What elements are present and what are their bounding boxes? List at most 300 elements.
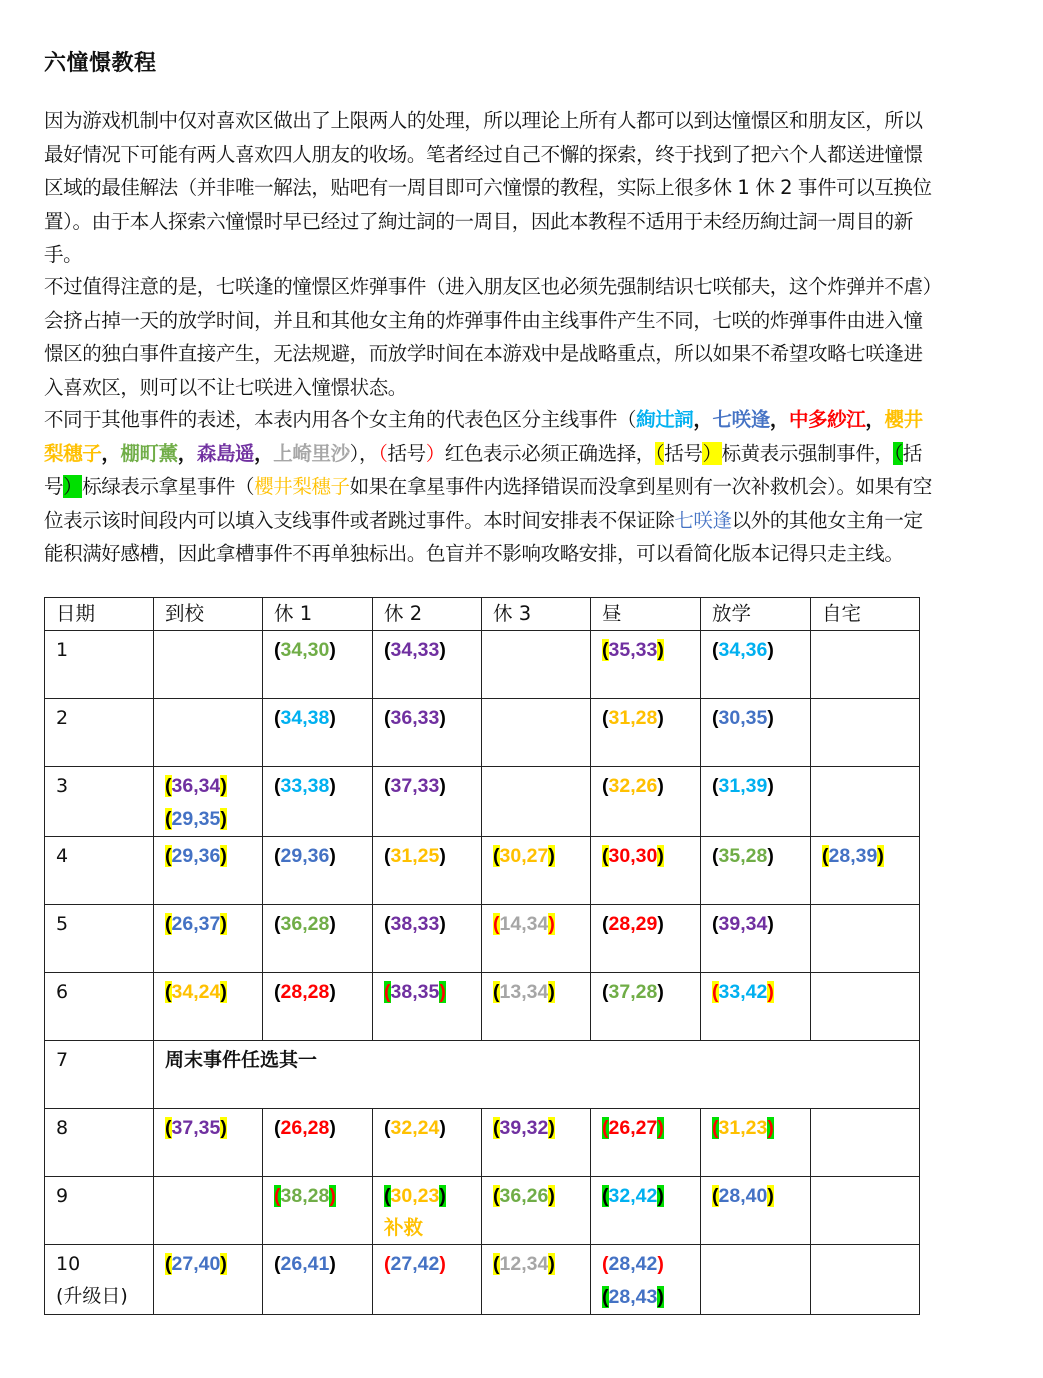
- event-cell: [811, 699, 920, 767]
- event-cell: [154, 767, 263, 837]
- paren-close: ): [439, 1253, 446, 1275]
- event-entry: [602, 840, 690, 873]
- event-entry: [165, 976, 252, 1009]
- day-number: 7: [56, 1049, 69, 1071]
- paren-open: (: [165, 775, 172, 797]
- event-cell: [373, 837, 482, 905]
- paren-open: (: [384, 1117, 391, 1139]
- day-cell: [45, 1041, 154, 1109]
- paren-close: ): [220, 775, 227, 797]
- event-cell: [154, 837, 263, 905]
- paren-close: ): [439, 775, 446, 797]
- event-cell: [482, 905, 591, 973]
- legend-green-word: 括号: [44, 441, 922, 498]
- paren-close: ): [657, 639, 664, 661]
- page-title: 六憧憬教程: [44, 51, 157, 76]
- paren-close: ): [657, 981, 664, 1003]
- paren-open: (: [712, 845, 719, 867]
- event-coords: 26,41: [280, 1253, 330, 1275]
- event-entry: [493, 840, 580, 873]
- event-cell: [482, 1177, 591, 1245]
- column-header: 日期: [45, 598, 154, 631]
- event-cell: [373, 905, 482, 973]
- event-cell: [373, 699, 482, 767]
- event-cell: [811, 837, 920, 905]
- event-entry: [274, 1180, 362, 1213]
- paren-open: (: [384, 775, 391, 797]
- event-coords: 33,42: [718, 981, 768, 1003]
- paren-open: (: [165, 913, 172, 935]
- event-coords: 27,40: [171, 1253, 221, 1275]
- event-cell: [154, 1245, 263, 1315]
- legend-red-paren-close: ）: [425, 441, 445, 465]
- paren-close: ): [329, 1185, 336, 1207]
- table-row: [45, 1245, 920, 1315]
- event-cell: [263, 699, 373, 767]
- event-cell: [263, 905, 373, 973]
- paren-close: ): [657, 913, 664, 935]
- event-coords: 12,34: [499, 1253, 549, 1275]
- day-number: 9: [56, 1185, 69, 1207]
- event-coords: 31,28: [608, 707, 658, 729]
- legend-red-word: 括号: [387, 441, 426, 465]
- event-coords: 34,30: [280, 639, 330, 661]
- paren-close: ): [329, 913, 336, 935]
- event-coords: 38,35: [390, 981, 440, 1003]
- legend-yellow-word: 括号: [664, 441, 703, 465]
- column-header: 昼: [591, 598, 701, 631]
- event-cell: [373, 631, 482, 699]
- event-entry: [384, 840, 471, 873]
- day-cell: [45, 1245, 154, 1315]
- legend-kamizaki: 上崎里沙: [273, 441, 350, 465]
- day-cell: [45, 631, 154, 699]
- legend-sakurai-inline: 櫻井梨穗子: [254, 475, 350, 498]
- table-row: [45, 905, 920, 973]
- event-coords: 36,26: [499, 1185, 549, 1207]
- event-cell: [701, 631, 811, 699]
- event-cell: [373, 1245, 482, 1315]
- legend-text: ），: [349, 441, 379, 465]
- paren-close: ): [548, 845, 555, 867]
- event-coords: 29,35: [171, 808, 221, 830]
- event-cell: [811, 905, 920, 973]
- event-entry: [384, 702, 471, 735]
- event-cell: [482, 973, 591, 1041]
- paren-close: ): [439, 639, 446, 661]
- event-cell: [373, 767, 482, 837]
- event-coords: 36,33: [390, 707, 440, 729]
- event-entry: [712, 840, 800, 873]
- event-entry: [165, 840, 252, 873]
- paren-close: ): [548, 1117, 555, 1139]
- event-entry: [165, 908, 252, 941]
- paren-close: ): [657, 1185, 664, 1207]
- legend-ayatsuji: 絢辻詞: [636, 408, 694, 431]
- day-cell: [45, 837, 154, 905]
- event-coords: 34,33: [390, 639, 440, 661]
- paren-open: (: [384, 845, 391, 867]
- legend-yellow-paren-close: ）: [702, 441, 722, 465]
- paren-close: ): [220, 808, 227, 830]
- event-coords: 28,43: [608, 1286, 658, 1308]
- paren-open: (: [384, 639, 391, 661]
- event-entry: [712, 1112, 800, 1145]
- event-cell: [701, 905, 811, 973]
- paren-open: (: [712, 775, 719, 797]
- event-coords: 39,32: [499, 1117, 549, 1139]
- paren-close: ): [220, 1117, 227, 1139]
- event-cell: [811, 767, 920, 837]
- event-cell: [811, 631, 920, 699]
- event-coords: 37,28: [608, 981, 658, 1003]
- paren-open: (: [384, 707, 391, 729]
- paren-open: (: [165, 1117, 172, 1139]
- event-cell: [373, 973, 482, 1041]
- event-entry: [712, 702, 800, 735]
- event-coords: 30,27: [499, 845, 549, 867]
- event-coords: 31,25: [390, 845, 440, 867]
- day-number: 8: [56, 1117, 69, 1139]
- event-cell: [263, 837, 373, 905]
- event-cell: [154, 905, 263, 973]
- event-cell: [701, 973, 811, 1041]
- paren-open: (: [274, 639, 281, 661]
- event-entry: [602, 1281, 690, 1314]
- intro-paragraph: 因为游戏机制中仅对喜欢区做出了上限两人的处理，所以理论上所有人都可以到达憧憬区和朋友区，所以最好情况下可能有两人喜欢四人朋友的收场。笔者经过自己不懈的探索，终于找到了把六个人都送进憧憬区域的最佳解法（并非唯一解法，贴吧有一周目即可六憧憬的教程，实际上很多休 1 休 2 事件可以互换位置）。由于本人探索六憧憬时早已经过了絢辻詞的一周目，因此本教程不适用于未经历絢辻詞一周目的新手。: [44, 109, 932, 266]
- paren-open: (: [602, 1185, 609, 1207]
- event-coords: 28,40: [718, 1185, 768, 1207]
- day-cell: [45, 767, 154, 837]
- day-number: 6: [56, 981, 69, 1003]
- event-entry: [493, 1248, 580, 1281]
- paren-open: (: [384, 1185, 391, 1207]
- event-cell: [482, 699, 591, 767]
- paren-open: (: [274, 913, 281, 935]
- day-sublabel: (升级日): [56, 1285, 128, 1307]
- event-entry: [822, 840, 909, 873]
- paren-open: (: [274, 981, 281, 1003]
- event-cell: [154, 699, 263, 767]
- event-entry: [165, 803, 252, 836]
- event-cell: [482, 837, 591, 905]
- legend-tanamachi: 棚町薰: [120, 441, 178, 465]
- paren-open: (: [602, 707, 609, 729]
- paren-close: ): [329, 1117, 336, 1139]
- paren-close: ): [657, 707, 664, 729]
- paren-open: (: [384, 981, 391, 1003]
- paren-open: (: [274, 1253, 281, 1275]
- day-cell: [45, 699, 154, 767]
- paren-close: ): [767, 913, 774, 935]
- paren-close: ): [877, 845, 884, 867]
- event-cell: [701, 767, 811, 837]
- paren-close: ): [329, 845, 336, 867]
- event-cell: [701, 699, 811, 767]
- paren-close: ): [767, 1117, 774, 1139]
- paren-close: ): [548, 1253, 555, 1275]
- event-coords: 27,42: [390, 1253, 440, 1275]
- legend-text: 标绿表示拿星事件（: [82, 475, 255, 498]
- table-row: [45, 1041, 920, 1109]
- event-entry: [274, 840, 362, 873]
- event-cell: [482, 631, 591, 699]
- event-cell: [263, 631, 373, 699]
- event-coords: 26,27: [608, 1117, 658, 1139]
- event-cell: [591, 1177, 701, 1245]
- event-entry: [493, 1112, 580, 1145]
- paren-close: ): [439, 1185, 446, 1207]
- event-cell: [373, 1177, 482, 1245]
- event-coords: 31,39: [718, 775, 768, 797]
- event-cell: [482, 767, 591, 837]
- event-coords: 29,36: [171, 845, 221, 867]
- event-entry: [165, 770, 252, 803]
- paren-open: (: [712, 707, 719, 729]
- paren-close: ): [329, 1253, 336, 1275]
- event-coords: 39,34: [718, 913, 768, 935]
- event-entry: [274, 908, 362, 941]
- event-cell: [154, 1109, 263, 1177]
- legend-morishima: 森島遥: [196, 441, 255, 465]
- event-cell: [701, 837, 811, 905]
- paren-open: (: [602, 775, 609, 797]
- legend-comma: ，: [177, 441, 197, 465]
- event-entry: [274, 1112, 362, 1145]
- event-cell: [154, 631, 263, 699]
- paren-close: ): [548, 981, 555, 1003]
- table-row: [45, 1177, 920, 1245]
- day-number: 1: [56, 639, 69, 661]
- event-coords: 37,35: [171, 1117, 221, 1139]
- day-cell: [45, 1177, 154, 1245]
- event-entry: [384, 770, 471, 803]
- day-number: 2: [56, 707, 69, 729]
- column-header: 放学: [701, 598, 811, 631]
- legend-text: 以外的其他女主角一定能积满好感槽，因此拿槽事件不再单独标出。色盲并不影响攻略安排，可以看简化版本记得只走主线。: [44, 508, 923, 565]
- event-cell: [263, 1109, 373, 1177]
- day-cell: [45, 973, 154, 1041]
- paren-open: (: [602, 639, 609, 661]
- event-entry: [602, 976, 690, 1009]
- event-cell: [811, 1109, 920, 1177]
- event-entry: [493, 908, 580, 941]
- table-row: [45, 631, 920, 699]
- event-coords: 38,33: [390, 913, 440, 935]
- legend-nanasaki-inline: 七咲逢: [674, 508, 732, 532]
- table-header-row: [45, 598, 920, 631]
- event-coords: 26,28: [280, 1117, 330, 1139]
- event-entry: [712, 1180, 800, 1213]
- column-header: 到校: [154, 598, 263, 631]
- event-entry: [712, 976, 800, 1009]
- paren-open: (: [602, 845, 609, 867]
- paren-open: (: [165, 981, 172, 1003]
- event-entry: [384, 976, 471, 1009]
- paren-open: (: [712, 981, 719, 1003]
- paren-close: ): [767, 639, 774, 661]
- event-coords: 28,39: [828, 845, 878, 867]
- rescue-note: 补救: [384, 1216, 424, 1239]
- event-coords: 28,28: [280, 981, 330, 1003]
- legend-text: 标黄表示强制事件，: [721, 441, 894, 465]
- paren-open: (: [274, 1185, 281, 1207]
- paren-close: ): [329, 707, 336, 729]
- legend-text: 如果在拿星事件内选择错误而没拿到星则有一次补救机会）。如果有空位表示该时间段内可以填入支线事件或者跳过事件。本时间安排表不保证除: [44, 475, 932, 532]
- paren-open: (: [822, 845, 829, 867]
- event-cell: [811, 973, 920, 1041]
- event-coords: 38,28: [280, 1185, 330, 1207]
- paren-open: (: [384, 1253, 391, 1275]
- event-entry: [384, 1180, 471, 1213]
- legend-nanasaki: 七咲逢: [712, 408, 770, 431]
- paren-close: ): [767, 707, 774, 729]
- paren-open: (: [712, 1185, 719, 1207]
- column-header: 休 3: [482, 598, 591, 631]
- paren-close: ): [220, 981, 227, 1003]
- paren-open: (: [712, 639, 719, 661]
- paren-close: ): [220, 913, 227, 935]
- event-cell: [701, 1177, 811, 1245]
- event-cell: [154, 973, 263, 1041]
- event-cell: [263, 1177, 373, 1245]
- paren-open: (: [602, 1286, 609, 1308]
- event-coords: 32,42: [608, 1185, 658, 1207]
- event-entry: [274, 976, 362, 1009]
- paren-close: ): [329, 775, 336, 797]
- legend-comma: ，: [254, 441, 274, 465]
- legend-green-paren-open: （: [893, 441, 903, 465]
- event-entry: [384, 634, 471, 667]
- legend-text: 不同于其他事件的表述，本表内用各个女主角的代表色区分主线事件（: [44, 408, 637, 431]
- paren-open: (: [602, 1253, 609, 1275]
- event-entry: [384, 908, 471, 941]
- paren-open: (: [602, 981, 609, 1003]
- paren-open: (: [165, 845, 172, 867]
- legend-comma: ，: [769, 408, 789, 431]
- paren-open: (: [602, 1117, 609, 1139]
- paren-close: ): [657, 1286, 664, 1308]
- event-entry: [165, 1248, 252, 1281]
- event-cell: [263, 1245, 373, 1315]
- event-entry: [602, 1112, 690, 1145]
- warning-paragraph: 不过值得注意的是，七咲逢的憧憬区炸弹事件（进入朋友区也必须先强制结识七咲郁夫，这个炸弹并不虐）会挤占掉一天的放学时间，并且和其他女主角的炸弹事件由主线事件产生不同，七咲的炸弹事件由进入憧憬区的独白事件直接产生，无法规避，而放学时间在本游戏中是战略重点，所以如果不希望攻略七咲逢进入喜欢区，则可以不让七咲进入憧憬状态。: [44, 275, 932, 399]
- paren-close: ): [767, 1185, 774, 1207]
- event-coords: 30,30: [608, 845, 658, 867]
- event-entry: [493, 1180, 580, 1213]
- event-entry: [384, 1112, 471, 1145]
- event-coords: 14,34: [499, 913, 549, 935]
- day-cell: [45, 1109, 154, 1177]
- event-cell: [701, 1245, 811, 1315]
- column-header: 自宅: [811, 598, 920, 631]
- table-row: [45, 973, 920, 1041]
- event-coords: 34,36: [718, 639, 768, 661]
- paren-open: (: [384, 913, 391, 935]
- legend-sakurai: 櫻井梨穗子: [44, 408, 923, 465]
- event-coords: 33,38: [280, 775, 330, 797]
- event-coords: 29,36: [280, 845, 330, 867]
- paren-open: (: [165, 1253, 172, 1275]
- paren-open: (: [274, 845, 281, 867]
- paren-open: (: [602, 913, 609, 935]
- event-coords: 13,34: [499, 981, 549, 1003]
- event-entry: [274, 702, 362, 735]
- event-coords: 28,42: [608, 1253, 658, 1275]
- event-cell: [591, 767, 701, 837]
- event-cell: [811, 1177, 920, 1245]
- event-coords: 26,37: [171, 913, 221, 935]
- event-entry: [602, 1248, 690, 1281]
- event-cell: [591, 837, 701, 905]
- paren-close: ): [439, 845, 446, 867]
- paren-open: (: [493, 913, 500, 935]
- day-number: 3: [56, 775, 69, 797]
- event-cell: [591, 699, 701, 767]
- paren-close: ): [439, 707, 446, 729]
- legend-paragraph: [44, 403, 934, 571]
- table-row: [45, 837, 920, 905]
- event-entry: [602, 702, 690, 735]
- paren-open: (: [274, 707, 281, 729]
- event-coords: 37,33: [390, 775, 440, 797]
- event-coords: 28,29: [608, 913, 658, 935]
- event-cell: [373, 1109, 482, 1177]
- paren-open: (: [493, 1253, 500, 1275]
- paren-close: ): [657, 775, 664, 797]
- day-number: 5: [56, 913, 69, 935]
- event-entry: [493, 976, 580, 1009]
- event-cell: [811, 1245, 920, 1315]
- paren-open: (: [165, 808, 172, 830]
- event-cell: [482, 1109, 591, 1177]
- event-cell: [591, 631, 701, 699]
- table-row: [45, 1109, 920, 1177]
- event-cell: [591, 905, 701, 973]
- paren-open: (: [712, 913, 719, 935]
- event-entry: [274, 1248, 362, 1281]
- paren-close: ): [439, 981, 446, 1003]
- event-entry: [602, 908, 690, 941]
- paren-close: ): [220, 845, 227, 867]
- event-entry: [602, 1180, 690, 1213]
- event-coords: 30,23: [390, 1185, 440, 1207]
- event-entry: [712, 634, 800, 667]
- paren-close: ): [439, 1117, 446, 1139]
- event-entry: [165, 1112, 252, 1145]
- column-header: 休 2: [373, 598, 482, 631]
- event-cell: [701, 1109, 811, 1177]
- paren-close: ): [439, 913, 446, 935]
- event-coords: 34,24: [171, 981, 221, 1003]
- event-cell: [591, 973, 701, 1041]
- paren-open: (: [274, 775, 281, 797]
- event-coords: 34,38: [280, 707, 330, 729]
- event-coords: 36,34: [171, 775, 221, 797]
- paren-close: ): [548, 913, 555, 935]
- event-entry: [712, 770, 800, 803]
- event-coords: 32,24: [390, 1117, 440, 1139]
- paren-close: ): [220, 1253, 227, 1275]
- paren-open: (: [493, 1185, 500, 1207]
- event-coords: 36,28: [280, 913, 330, 935]
- event-entry: [602, 770, 690, 803]
- event-entry: [712, 908, 800, 941]
- paren-open: (: [493, 1117, 500, 1139]
- paren-close: ): [767, 775, 774, 797]
- event-coords: 30,35: [718, 707, 768, 729]
- legend-comma: ，: [865, 408, 885, 431]
